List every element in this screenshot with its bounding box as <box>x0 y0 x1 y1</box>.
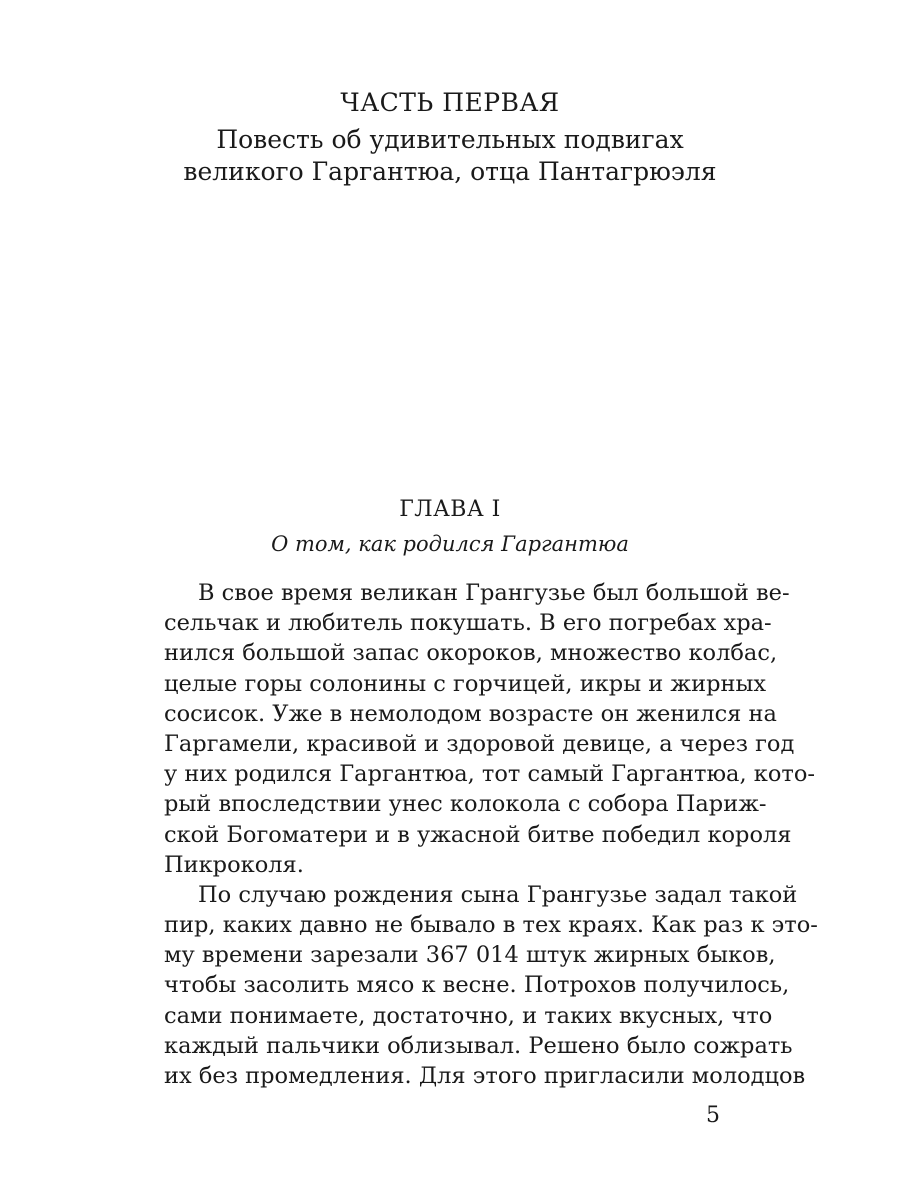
part-title: ЧАСТЬ ПЕРВАЯ <box>340 88 560 117</box>
text-line: сами понимаете, достаточно, и таких вкусных, что <box>164 1002 773 1029</box>
text-line: сельчак и любитель покушать. В его погребах хра- <box>164 610 772 637</box>
text-line: их без промедления. Для этого пригласили молодцов <box>164 1063 806 1089</box>
text-line: По случаю рождения сына Грангузье задал такой <box>198 881 798 908</box>
part-subtitle <box>0 124 900 188</box>
text-line: чтобы засолить мясо к весне. Потрохов получилось, <box>164 972 790 999</box>
text-line: Пикроколя. <box>164 851 304 878</box>
part-heading <box>0 88 900 188</box>
paragraph <box>164 578 815 880</box>
part-subtitle-line: Повесть об удивительных подвигах <box>216 125 684 154</box>
chapter-subtitle: О том, как родился Гаргантюа <box>271 532 629 556</box>
part-subtitle-line: великого Гаргантюа, отца Пантагрюэля <box>183 157 717 186</box>
text-line: сосисок. Уже в немолодом возрасте он женился на <box>164 700 777 727</box>
chapter-title: ГЛАВА I <box>399 497 501 522</box>
paragraph <box>164 880 818 1091</box>
text-line: целые горы солонины с горчицей, икры и жирных <box>164 670 767 697</box>
text-line: пир, каких давно не бывало в тех краях. Как раз к это- <box>164 912 818 939</box>
chapter-heading <box>0 496 900 558</box>
text-line: каждый пальчики облизывал. Решено было сожрать <box>164 1032 793 1059</box>
text-line: у них родился Гаргантюа, тот самый Гаргантюа, кото- <box>164 761 815 788</box>
chapter-body <box>164 578 818 1091</box>
text-line: В свое время великан Грангузье был большой ве- <box>198 580 790 606</box>
text-line: нился большой запас окороков, множество колбас, <box>164 640 778 667</box>
text-line: рый впоследствии унес колокола с собора Париж- <box>164 791 767 818</box>
text-line: Гаргамели, красивой и здоровой девице, а через год <box>164 730 795 757</box>
text-line: му времени зарезали 367 014 штук жирных быков, <box>164 942 776 969</box>
page-number: 5 <box>706 1103 720 1128</box>
text-line: ской Богоматери и в ужасной битве победил короля <box>164 821 792 848</box>
